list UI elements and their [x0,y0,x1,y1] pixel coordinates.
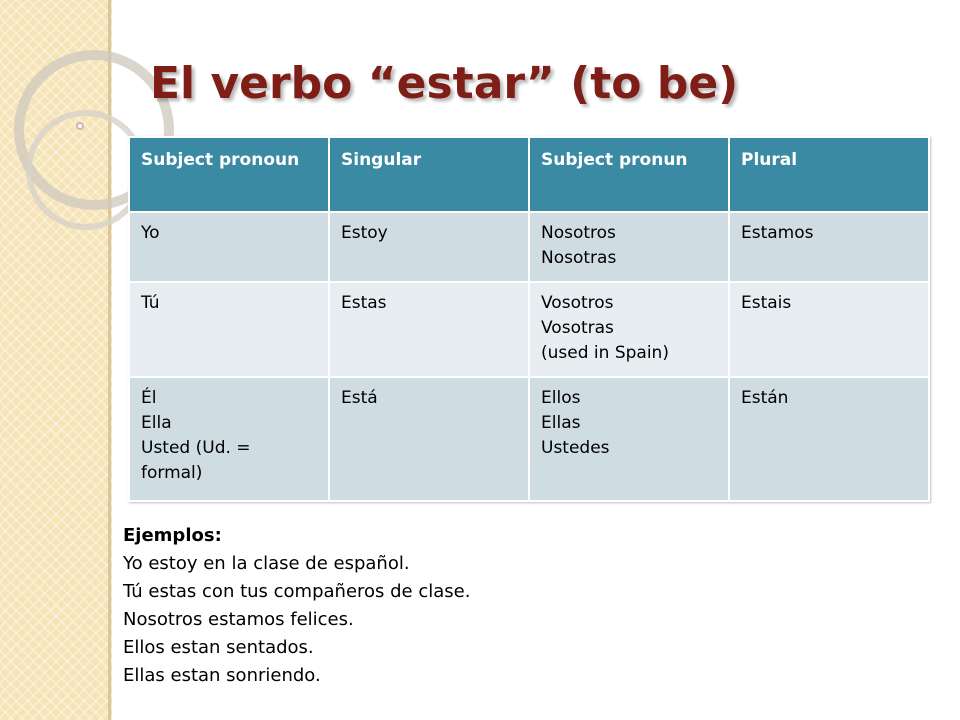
example-sentence: Ellas estan sonriendo. [123,665,321,686]
cell-line: Está [341,388,378,408]
examples-heading: Ejemplos: [123,525,222,546]
header-subject-pronun: Subject pronun [529,137,729,212]
cell-subject [129,377,329,501]
cell-line: Estamos [741,223,814,243]
cell-line: Nosotros [541,223,616,243]
cell-line: Ella [141,413,172,433]
cell-line: Yo [141,223,160,243]
cell-line: Ellas [541,413,581,433]
cell-subject [129,282,329,377]
table-row [129,377,929,501]
cell-subject-plural [529,377,729,501]
table-header-row [129,137,929,212]
examples-block [123,522,470,690]
cell-plural [729,377,929,501]
slide-title: El verbo “estar” (to be) [150,58,739,109]
cell-line: Están [741,388,789,408]
header-subject-pronoun: Subject pronoun [129,137,329,212]
cell-subject-plural [529,282,729,377]
cell-singular [329,377,529,501]
table-row [129,282,929,377]
example-sentence: Yo estoy en la clase de español. [123,553,410,574]
header-singular: Singular [329,137,529,212]
cell-line: Estoy [341,223,388,243]
cell-line: Nosotras [541,248,617,268]
cell-line: Ellos [541,388,581,408]
cell-line: Tú [141,293,160,313]
cell-line: Estas [341,293,387,313]
example-sentence: Ellos estan sentados. [123,637,314,658]
cell-plural [729,212,929,282]
cell-line: Él [141,388,157,408]
cell-singular [329,282,529,377]
cell-line: Vosotras [541,318,614,338]
example-sentence: Tú estas con tus compañeros de clase. [123,581,471,602]
cell-line: (used in Spain) [541,343,669,363]
cell-subject [129,212,329,282]
example-sentence: Nosotros estamos felices. [123,609,354,630]
cell-line: Usted (Ud. = [141,438,251,458]
cell-singular [329,212,529,282]
decorative-circle-dot [76,122,84,130]
cell-line: Estais [741,293,792,313]
table-row [129,212,929,282]
cell-plural [729,282,929,377]
cell-line: Ustedes [541,438,610,458]
cell-line: formal) [141,463,203,483]
cell-subject-plural [529,212,729,282]
header-plural: Plural [729,137,929,212]
cell-line: Vosotros [541,293,614,313]
conjugation-table [128,136,930,502]
